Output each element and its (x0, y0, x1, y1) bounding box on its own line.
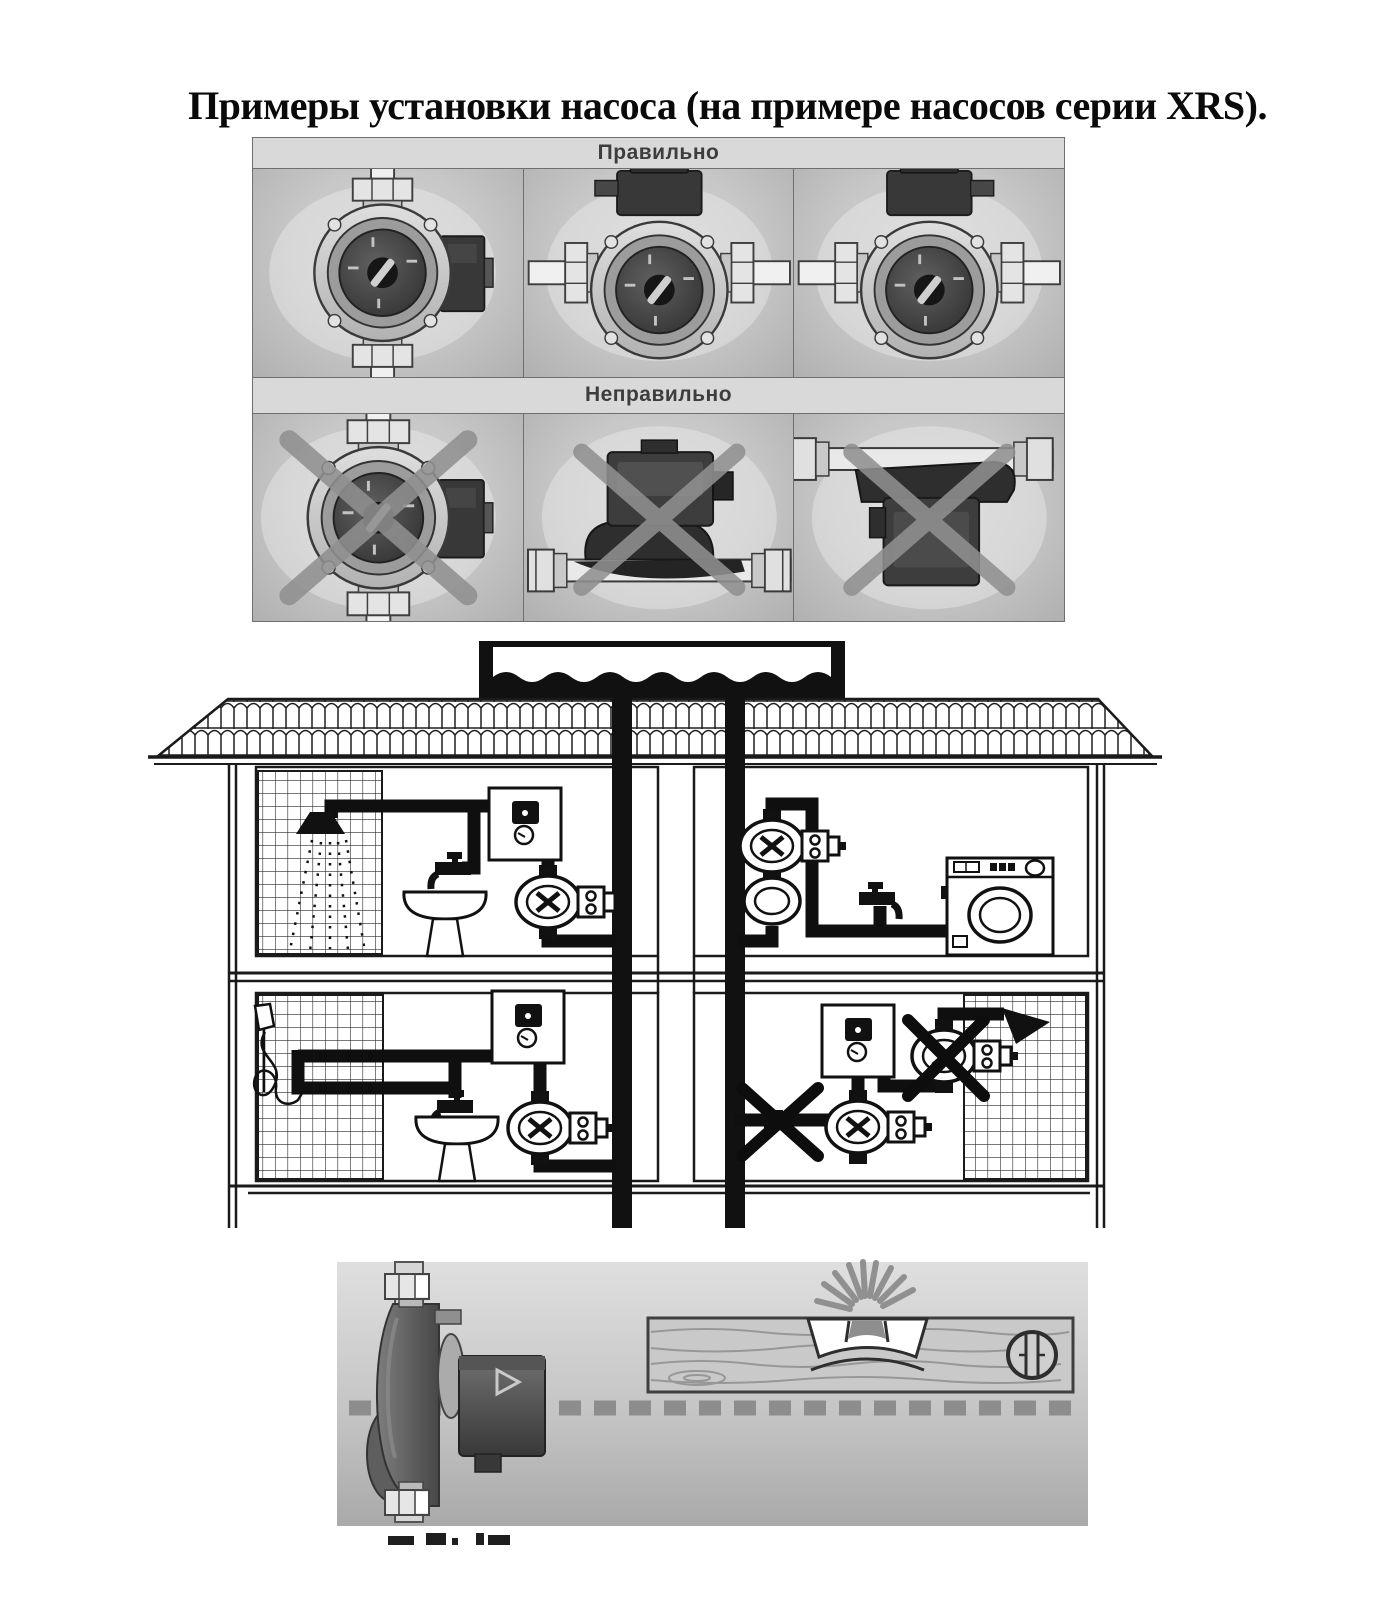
pump-icon (740, 809, 846, 883)
incorrect-example-1 (253, 414, 524, 622)
washbasin-icon (404, 892, 486, 956)
correct-row (253, 169, 1064, 377)
pump-gauge-icon (744, 878, 800, 924)
tiled-wall-upper-left (258, 771, 382, 954)
pump-vertical-pipe-crossed-icon (253, 414, 523, 622)
incorrect-example-3 (794, 414, 1064, 622)
water-heater-icon (489, 788, 561, 860)
page-title: Примеры установки насоса (на примере насосов серии XRS). (188, 83, 1267, 128)
pump-horizontal-pipe-icon (794, 169, 1064, 377)
correct-example-1 (253, 169, 524, 377)
pump-vertical-pipe-icon (253, 169, 523, 377)
house-installation-diagram (145, 628, 1170, 1240)
pump-icon (508, 1091, 614, 1165)
washbasin-icon (416, 1117, 498, 1181)
pump-horizontal-pipe-icon (524, 169, 794, 377)
incorrect-row (253, 414, 1064, 622)
riser-left (612, 698, 632, 1228)
pump-motor-down-crossed-icon (794, 414, 1064, 622)
water-heater-icon (822, 1005, 894, 1077)
faucet-icon (431, 852, 471, 889)
incorrect-header (253, 377, 1064, 414)
correct-example-3 (794, 169, 1064, 377)
incorrect-label: Неправильно (584, 383, 733, 406)
correct-example-2 (524, 169, 795, 377)
water-heater-icon (492, 991, 564, 1063)
pump-icon (516, 865, 622, 939)
pump-orientation-figure (252, 137, 1065, 622)
cropped-caption-fragment (388, 1532, 518, 1546)
washing-machine-icon (941, 858, 1053, 955)
incorrect-example-2 (524, 414, 795, 622)
roof-icon (148, 699, 1162, 764)
level-end-vial (1008, 1332, 1056, 1378)
water-tank-icon (479, 641, 845, 700)
pump-level-alignment-figure (335, 1258, 1090, 1530)
correct-label: Правильно (597, 141, 720, 164)
correct-header (253, 138, 1064, 169)
pump-icon (826, 1090, 932, 1164)
pump-motor-up-crossed-icon (524, 414, 794, 622)
